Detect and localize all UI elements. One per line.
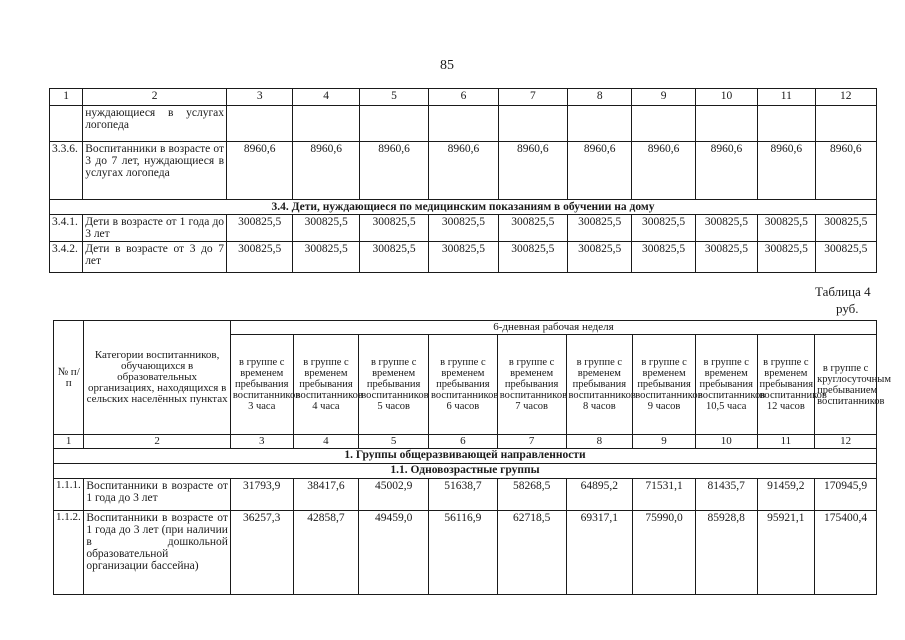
value-cell: 300825,5	[359, 242, 428, 273]
value-cell: 8960,6	[227, 142, 293, 200]
value-cell: 38417,6	[293, 479, 359, 511]
value-cell	[227, 106, 293, 142]
value-cell: 300825,5	[429, 215, 498, 242]
value-cell: 300825,5	[632, 215, 695, 242]
value-cell	[632, 106, 695, 142]
col-num: 4	[293, 435, 359, 449]
value-cell: 8960,6	[758, 142, 815, 200]
col-num: 8	[568, 89, 632, 106]
value-cell: 49459,0	[359, 511, 429, 595]
value-cell: 300825,5	[227, 242, 293, 273]
col-num: 11	[758, 89, 815, 106]
table-continuation	[49, 88, 877, 273]
col-num: 7	[498, 89, 567, 106]
col-num: 9	[633, 435, 696, 449]
value-cell: 42858,7	[293, 511, 359, 595]
table-4	[53, 320, 891, 595]
section-heading: 1. Группы общеразвивающей направленности	[54, 449, 877, 464]
section-row	[54, 449, 877, 464]
header-number: № п/п	[54, 321, 84, 435]
subheader-cell: в группе с временем пребывания воспитанников 7 часов	[497, 335, 566, 435]
value-cell: 81435,7	[695, 479, 757, 511]
value-cell: 300825,5	[815, 242, 876, 273]
section-heading: 1.1. Одновозрастные группы	[54, 464, 877, 479]
table-row	[50, 242, 877, 273]
value-cell: 170945,9	[815, 479, 877, 511]
value-cell: 300825,5	[293, 242, 359, 273]
section-row	[54, 464, 877, 479]
value-cell: 300825,5	[695, 242, 757, 273]
row-category: Дети в возрасте от 1 года до 3 лет	[83, 215, 227, 242]
subheader-cell: в группе с временем пребывания воспитанников 10,5 часа	[695, 335, 757, 435]
table-row	[50, 142, 877, 200]
value-cell: 300825,5	[695, 215, 757, 242]
col-num: 7	[497, 435, 566, 449]
value-cell: 300825,5	[227, 215, 293, 242]
table-caption: Таблица 4	[815, 284, 871, 299]
col-num: 3	[230, 435, 293, 449]
value-cell: 300825,5	[498, 242, 567, 273]
value-cell	[429, 106, 498, 142]
value-cell: 300825,5	[359, 215, 428, 242]
col-num: 1	[54, 435, 84, 449]
col-num: 12	[815, 89, 876, 106]
value-cell	[695, 106, 757, 142]
value-cell: 69317,1	[566, 511, 633, 595]
header-row	[54, 321, 877, 335]
value-cell: 62718,5	[497, 511, 566, 595]
value-cell: 8960,6	[632, 142, 695, 200]
value-cell: 56116,9	[429, 511, 498, 595]
value-cell: 8960,6	[815, 142, 876, 200]
col-num: 8	[566, 435, 633, 449]
value-cell: 300825,5	[632, 242, 695, 273]
subheader-cell: в группе с временем пребывания воспитанников 8 часов	[566, 335, 633, 435]
value-cell	[293, 106, 359, 142]
subheader-cell: в группе с временем пребывания воспитанников 5 часов	[359, 335, 429, 435]
value-cell: 8960,6	[498, 142, 567, 200]
subheader-cell: в группе с временем пребывания воспитанников 9 часов	[633, 335, 696, 435]
value-cell: 58268,5	[497, 479, 566, 511]
value-cell: 8960,6	[568, 142, 632, 200]
column-number-row	[54, 435, 877, 449]
col-num: 5	[359, 435, 429, 449]
col-num: 9	[632, 89, 695, 106]
value-cell: 36257,3	[230, 511, 293, 595]
row-category: Воспитанники в возрасте от 3 до 7 лет, нуждающиеся в услугах логопеда	[83, 142, 227, 200]
row-category: нуждающиеся в услугах логопеда	[83, 106, 227, 142]
col-num: 6	[429, 89, 498, 106]
value-cell: 175400,4	[815, 511, 877, 595]
header-category: Категории воспитанников, обучающихся в образовательных организациях, находящихся в сельских населённых пунктах	[84, 321, 231, 435]
table-row	[54, 511, 877, 595]
value-cell: 300825,5	[429, 242, 498, 273]
section-heading: 3.4. Дети, нуждающиеся по медицинским показаниям в обучении на дому	[50, 200, 877, 215]
col-num: 2	[84, 435, 231, 449]
subheader-cell: в группе с временем пребывания воспитанников 4 часа	[293, 335, 359, 435]
column-number-row	[50, 89, 877, 106]
value-cell: 8960,6	[359, 142, 428, 200]
value-cell: 64895,2	[566, 479, 633, 511]
value-cell: 300825,5	[815, 215, 876, 242]
col-num: 10	[695, 89, 757, 106]
col-num: 6	[429, 435, 498, 449]
row-number	[50, 106, 83, 142]
col-num: 4	[293, 89, 359, 106]
col-num: 3	[227, 89, 293, 106]
table-row	[50, 106, 877, 142]
value-cell: 300825,5	[568, 215, 632, 242]
currency-unit: руб.	[836, 301, 859, 316]
value-cell	[359, 106, 428, 142]
page-number: 85	[440, 58, 454, 73]
value-cell: 31793,9	[230, 479, 293, 511]
subheader-cell: в группе с временем пребывания воспитанников 3 часа	[230, 335, 293, 435]
value-cell: 71531,1	[633, 479, 696, 511]
value-cell: 300825,5	[568, 242, 632, 273]
value-cell: 91459,2	[757, 479, 815, 511]
value-cell	[815, 106, 876, 142]
row-number: 3.3.6.	[50, 142, 83, 200]
col-num: 10	[695, 435, 757, 449]
value-cell: 300825,5	[758, 242, 815, 273]
row-number: 3.4.1.	[50, 215, 83, 242]
row-category: Воспитанники в возрасте от 1 года до 3 лет	[84, 479, 231, 511]
value-cell	[568, 106, 632, 142]
row-category: Воспитанники в возрасте от 1 года до 3 лет (при наличии в дошкольной образовательной организации бассейна)	[84, 511, 231, 595]
row-number: 1.1.1.	[54, 479, 84, 511]
value-cell: 51638,7	[429, 479, 498, 511]
subheader-cell: в группе с временем пребывания воспитанников 6 часов	[429, 335, 498, 435]
value-cell: 85928,8	[695, 511, 757, 595]
value-cell: 300825,5	[758, 215, 815, 242]
col-num: 5	[359, 89, 428, 106]
value-cell: 45002,9	[359, 479, 429, 511]
section-row	[50, 200, 877, 215]
table-row	[50, 215, 877, 242]
subheader-cell: в группе с временем пребывания воспитанников 12 часов	[757, 335, 815, 435]
value-cell: 75990,0	[633, 511, 696, 595]
row-category: Дети в возрасте от 3 до 7 лет	[83, 242, 227, 273]
row-number: 3.4.2.	[50, 242, 83, 273]
value-cell: 8960,6	[695, 142, 757, 200]
value-cell: 300825,5	[498, 215, 567, 242]
col-num: 11	[757, 435, 815, 449]
value-cell: 8960,6	[429, 142, 498, 200]
col-num: 12	[815, 435, 877, 449]
value-cell	[498, 106, 567, 142]
value-cell	[758, 106, 815, 142]
value-cell: 300825,5	[293, 215, 359, 242]
subheader-cell: в группе с круглосуточным пребыванием воспитанников	[815, 335, 877, 435]
row-number: 1.1.2.	[54, 511, 84, 595]
table-row	[54, 479, 877, 511]
value-cell: 8960,6	[293, 142, 359, 200]
col-num: 1	[50, 89, 83, 106]
col-num: 2	[83, 89, 227, 106]
header-week: 6-дневная рабочая неделя	[230, 321, 876, 335]
value-cell: 95921,1	[757, 511, 815, 595]
